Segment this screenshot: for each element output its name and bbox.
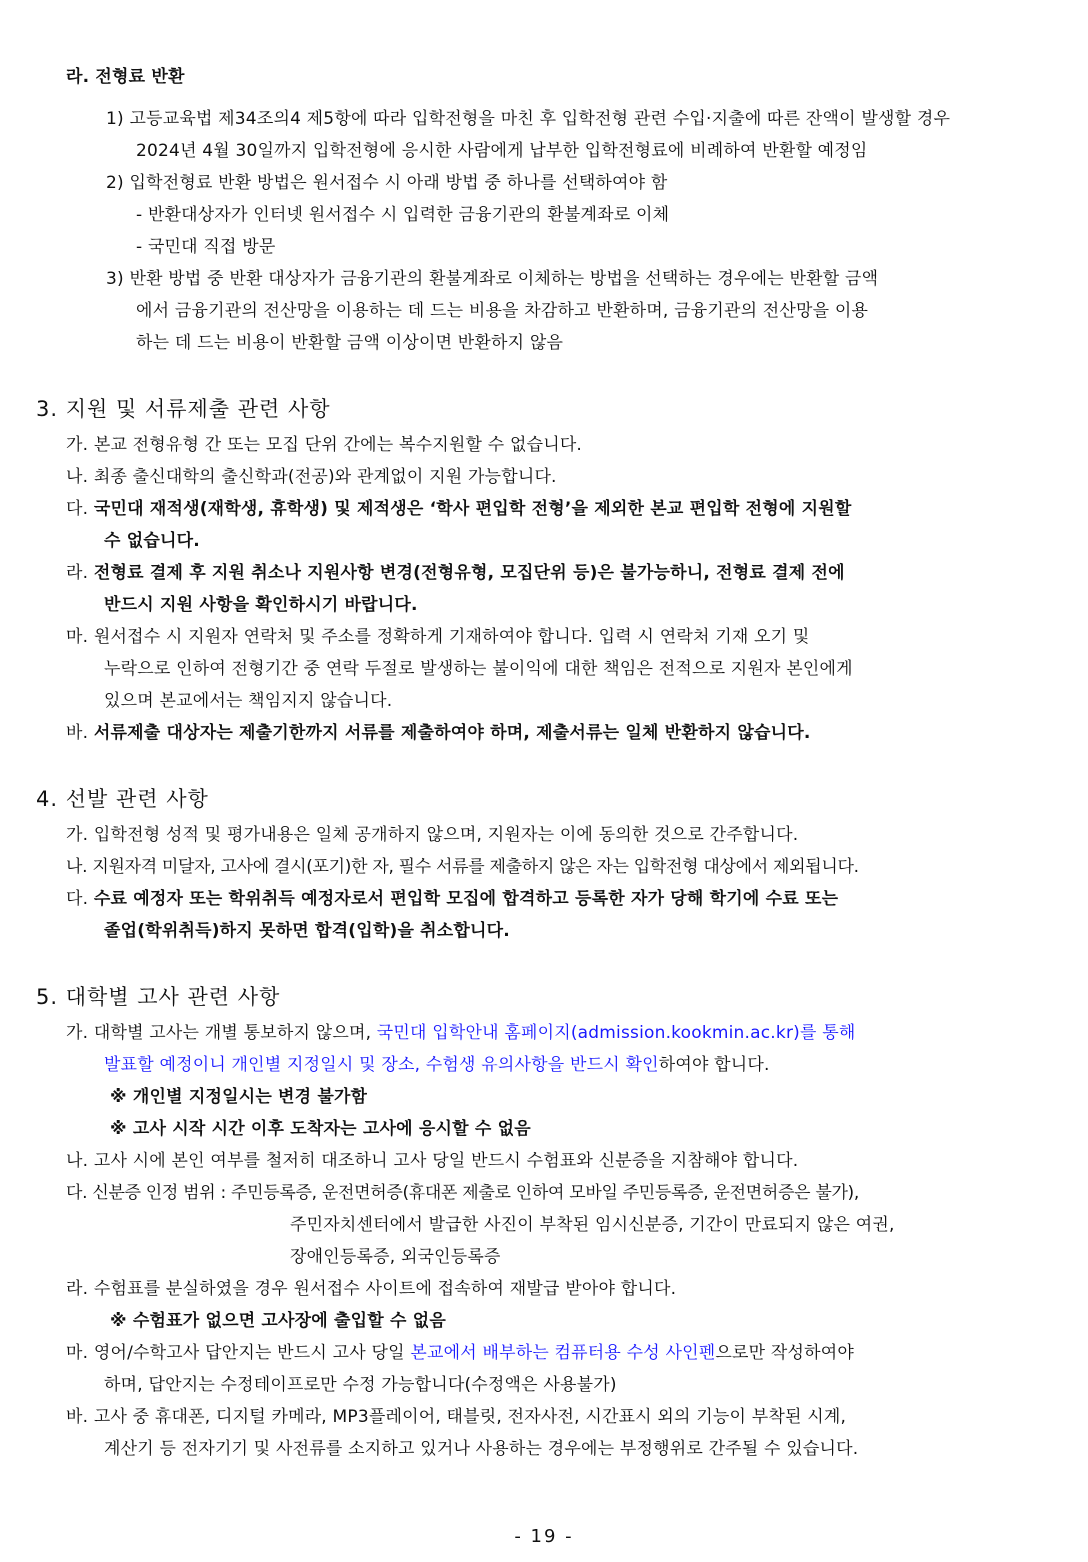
refund-item-2: 2) 입학전형료 반환 방법은 원서접수 시 아래 방법 중 하나를 선택하여야 함 [106, 173, 668, 193]
item-text: 하여야 합니다. [658, 1055, 770, 1075]
section-4-item-da-line2: 졸업(학위취득)하지 못하면 합격(입학)을 취소합니다. [104, 921, 510, 941]
refund-item-1-line1: 1) 고등교육법 제34조의4 제5항에 따라 입학전형을 마친 후 입학전형 관련 수입·지출에 따른 잔액이 발생할 경우 [106, 109, 951, 129]
section-5-item-da-line3: 장애인등록증, 외국인등록증 [290, 1247, 501, 1267]
section-5-item-ra: 라. 수험표를 분실하였을 경우 원서접수 사이트에 접속하여 재발급 받아야 합니다. [66, 1279, 677, 1299]
emphasis-text: 국민대 재적생(재학생, 휴학생) 및 제적생은 ‘학사 편입학 전형’을 제외한 본교 편입학 전형에 지원할 [93, 499, 852, 519]
section-5-heading: 5. 대학별 고사 관련 사항 [36, 985, 281, 1009]
refund-method-2: - 국민대 직접 방문 [136, 237, 276, 257]
section-5-item-da-line2: 주민자치센터에서 발급한 사진이 부착된 임시신분증, 기간이 만료되지 않은 여권, [290, 1215, 895, 1235]
section-5-item-ma-line2: 하며, 답안지는 수정테이프로만 수정 가능합니다(수정액은 사용불가) [104, 1375, 617, 1395]
section-5-note-2: ※ 고사 시작 시간 이후 도착자는 고사에 응시할 수 없음 [110, 1119, 531, 1139]
section-5-note-3: ※ 수험표가 없으면 고사장에 출입할 수 없음 [110, 1311, 447, 1331]
refund-item-3-line1: 3) 반환 방법 중 반환 대상자가 금융기관의 환불계좌로 이체하는 방법을 선택하는 경우에는 반환할 금액 [106, 269, 879, 289]
section-5-note-1: ※ 개인별 지정일시는 변경 불가함 [110, 1087, 368, 1107]
section-3-item-na: 나. 최종 출신대학의 출신학과(전공)와 관계없이 지원 가능합니다. [66, 467, 557, 487]
item-text: 마. 영어/수학고사 답안지는 반드시 고사 당일 [66, 1343, 411, 1363]
section-3-item-da-line1 [66, 498, 1056, 520]
section-3-item-ga: 가. 본교 전형유형 간 또는 모집 단위 간에는 복수지원할 수 없습니다. [66, 435, 583, 455]
section-3-item-ma-line1: 마. 원서접수 시 지원자 연락처 및 주소를 정확하게 기재하여야 합니다. 입력 시 연락처 기재 오기 및 [66, 627, 810, 647]
subsection-heading-refund: 라. 전형료 반환 [66, 67, 185, 87]
emphasis-text: 서류제출 대상자는 제출기한까지 서류를 제출하여야 하며, 제출서류는 일체 반환하지 않습니다. [93, 723, 811, 743]
section-3-item-ra-line2: 반드시 지원 사항을 확인하시기 바랍니다. [104, 595, 418, 615]
section-4-item-da-line1 [66, 888, 1056, 910]
section-5-item-ga-line2 [104, 1054, 1056, 1076]
section-5-item-ba-line2: 계산기 등 전자기기 및 사전류를 소지하고 있거나 사용하는 경우에는 부정행위로 간주될 수 있습니다. [104, 1439, 859, 1459]
section-3-heading: 3. 지원 및 서류제출 관련 사항 [36, 397, 331, 421]
section-5-item-ma-line1 [66, 1342, 1056, 1364]
section-3-item-da-line2: 수 없습니다. [104, 531, 200, 551]
highlight-text: 발표할 예정이니 개인별 지정일시 및 장소, 수험생 유의사항을 반드시 확인 [104, 1055, 659, 1075]
section-4-item-ga: 가. 입학전형 성적 및 평가내용은 일체 공개하지 않으며, 지원자는 이에 동의한 것으로 간주합니다. [66, 825, 799, 845]
item-text: 가. 대학별 고사는 개별 통보하지 않으며, [66, 1023, 377, 1043]
item-text: 으로만 작성하여야 [715, 1343, 854, 1363]
item-prefix: 라. [66, 563, 94, 583]
section-5-item-ba-line1: 바. 고사 중 휴대폰, 디지털 카메라, MP3플레이어, 태블릿, 전자사전, 시간표시 외의 기능이 부착된 시계, [66, 1407, 847, 1427]
section-3-item-ba [66, 722, 1056, 744]
emphasis-text: 전형료 결제 후 지원 취소나 지원사항 변경(전형유형, 모집단위 등)은 불가능하니, 전형료 결제 전에 [93, 563, 845, 583]
refund-item-3-line2: 에서 금융기관의 전산망을 이용하는 데 드는 비용을 차감하고 반환하며, 금융기관의 전산망을 이용 [136, 301, 869, 321]
page-number: - 19 - [514, 1526, 574, 1547]
section-4-item-na: 나. 지원자격 미달자, 고사에 결시(포기)한 자, 필수 서류를 제출하지 않은 자는 입학전형 대상에서 제외됩니다. [66, 857, 859, 877]
highlight-text: 본교에서 배부하는 컴퓨터용 수성 사인펜 [410, 1343, 716, 1363]
section-5-item-da-line1: 다. 신분증 인정 범위 : 주민등록증, 운전면허증(휴대폰 제출로 인하여 모바일 주민등록증, 운전면허증은 불가), [66, 1183, 859, 1203]
section-5-item-na: 나. 고사 시에 본인 여부를 철저히 대조하니 고사 당일 반드시 수험표와 신분증을 지참해야 합니다. [66, 1151, 799, 1171]
section-3-item-ma-line3: 있으며 본교에서는 책임지지 않습니다. [104, 691, 393, 711]
item-prefix: 다. [66, 499, 94, 519]
section-3-item-ma-line2: 누락으로 인하여 전형기간 중 연락 두절로 발생하는 불이익에 대한 책임은 전적으로 지원자 본인에게 [104, 659, 853, 679]
emphasis-text: 수료 예정자 또는 학위취득 예정자로서 편입학 모집에 합격하고 등록한 자가 당해 학기에 수료 또는 [93, 889, 839, 909]
refund-item-1-line2: 2024년 4월 30일까지 입학전형에 응시한 사람에게 납부한 입학전형료에 비례하여 반환할 예정임 [136, 141, 868, 161]
highlight-text: 국민대 입학안내 홈페이지(admission.kookmin.ac.kr)를 통해 [376, 1023, 856, 1043]
refund-method-1: - 반환대상자가 인터넷 원서접수 시 입력한 금융기관의 환불계좌로 이체 [136, 205, 670, 225]
item-prefix: 다. [66, 889, 94, 909]
item-prefix: 바. [66, 723, 94, 743]
refund-item-3-line3: 하는 데 드는 비용이 반환할 금액 이상이면 반환하지 않음 [136, 333, 564, 353]
section-3-item-ra-line1 [66, 562, 1056, 584]
section-5-item-ga-line1 [66, 1022, 1056, 1044]
section-4-heading: 4. 선발 관련 사항 [36, 787, 209, 811]
